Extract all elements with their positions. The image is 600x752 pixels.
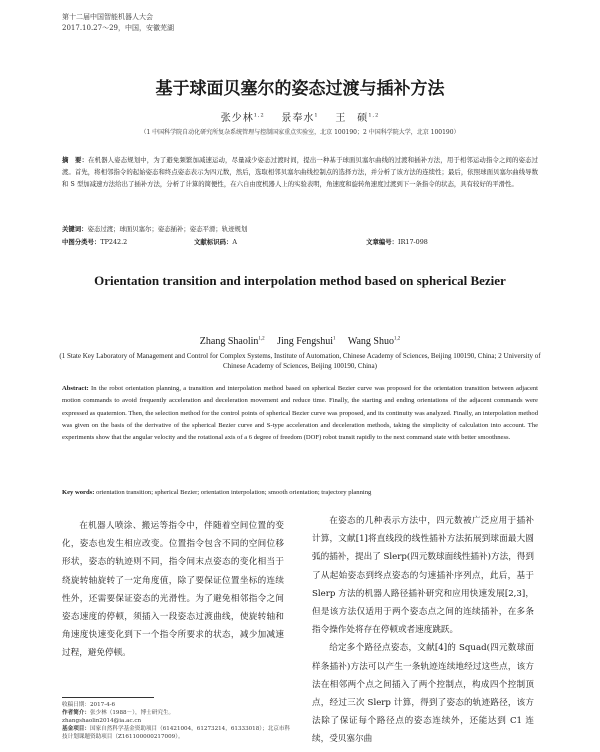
english-author-list (0, 336, 600, 347)
footnote-divider (62, 697, 154, 698)
author-name: 张少林 (220, 113, 254, 124)
author-name: Jing Fengshui (277, 336, 333, 347)
abstract-text: 在机器人姿态规划中，为了避免频繁加减速运动，尽量减少姿态过渡时间，提出一种基于球面贝塞尔曲线的过渡和插补方法，用于相邻运动指令之间的姿态过渡。首先，将相邻指令的起始姿态和终点姿态表示为四元数，然后，选取相邻贝塞尔曲线控制点的选择方法，并分析了该方法的连续性；最后，依照球面贝塞尔曲线导数和 S 型加减速方法给出了插补方法，分析了计算的简便性，在六自由度机器人上的实验表明，角速度和旋转角速度过渡到下一条指令的状态，具有较好的平滑性。 (62, 156, 539, 188)
classification-line (62, 237, 538, 246)
abstract-label: 摘 要： (62, 156, 89, 164)
author-bio: 作者简介：张少林（1988－），博士研究生。 (62, 710, 175, 716)
conference-date-place: 2017.10.27～29，中国，安徽芜湖 (62, 24, 174, 32)
chinese-keywords (62, 224, 538, 233)
article-number: 文章编号：IR17-098 (366, 238, 428, 246)
author-email: zhangshaolin2014@ia.ac.cn (62, 718, 142, 724)
english-title: Orientation transition and interpolation method based on spherical Bezier (94, 273, 506, 288)
affiliation: （1 中国科学院自动化研究所复杂系统管理与控制国家重点实验室，北京 100190；2 中国科学院大学，北京 100190） (140, 129, 460, 136)
keywords-label: Key words: (62, 489, 95, 496)
document-code: 文献标识码：A (194, 238, 238, 246)
body-paragraph: 在机器人喷涂、搬运等指令中，伴随着空间位置的变化，姿态也发生相应改变。位置指令包含不同的空间位移形状，姿态的轨迹则不同，指令间末点姿态的变化相当于绕旋转轴旋转了一定角度值，除了要保证位置坐标的连续性外，还需要保证姿态的光滑性。为了避免相邻指令之间姿态速度的停顿，须插入一段姿态过渡曲线，使旋转轴和角速度快速变化到下一个指令所要求的状态，减少加减速过程，避免停顿。 (62, 521, 284, 659)
conference-name: 第十二届中国智能机器人大会 (62, 13, 153, 21)
keywords-text: 姿态过渡；球面贝塞尔；姿态插补；姿态平滑；轨迹规划 (87, 225, 248, 233)
author-affiliation-mark: 1,2 (253, 112, 265, 119)
clc-number: 中图分类号：TP242.2 (62, 238, 128, 246)
body-paragraph: 给定多个路径点姿态，文献[4]的 Squad(四元数球面样条插补)方法可以产生一条轨迹连续地经过这些点，该方法在相邻两个点之间插入了两个控制点，构成四个控制顶点，经过三次 Slerp 计算，得到了姿态的轨迹路径，该方法除了保证每个路径点的姿态连续外，还能达到 C1 连续，受贝塞尔曲 (312, 643, 534, 745)
author-affiliation-mark: 1,2 (368, 112, 380, 119)
funding: 基金项目：国家自然科学基金资助项目（61421004，61273214，61333018）；北京市科技计划课题资助项目（Z161100000217009）。 (62, 726, 291, 740)
keywords-text: orientation transition; spherical Bezier; orientation interpolation; smooth orientation; trajectory planning (96, 489, 372, 496)
chinese-abstract (62, 154, 538, 190)
author-name: 景奉水 (281, 113, 315, 124)
author-affiliation-mark: 1 (332, 336, 336, 342)
body-column-right (312, 512, 534, 749)
body-column-left (62, 517, 284, 663)
keywords-label: 关键词： (62, 225, 88, 233)
author-affiliation-mark: 1,2 (393, 336, 401, 342)
body-paragraph: 在姿态的几种表示方法中，四元数被广泛应用于插补计算，文献[1]将直线段的线性插补方法拓展到球面最大圆弧的插补，提出了 Slerp(四元数球面线性插补)方法，得到了从起始姿态到终点姿态的匀速插补序列点，此后，基于 Slerp 方法的机器人路径插补研究和应用快速发展[2,3]，但是该方法仅适用于两个姿态点之间的连续插补，在多条指令操作处将存在停顿或者速度跳跃。 (312, 516, 534, 636)
author-affiliation-mark: 1,2 (258, 336, 265, 342)
author-list (0, 109, 600, 124)
english-keywords (62, 489, 538, 496)
author-name: Wang Shuo (347, 336, 394, 347)
author-affiliation-mark: 1 (314, 112, 319, 119)
paper-title: 基于球面贝塞尔的姿态过渡与插补方法 (155, 79, 445, 99)
author-name: Zhang Shaolin (199, 336, 259, 347)
author-name: 王 硕 (335, 113, 369, 124)
abstract-label: Abstract: (62, 385, 89, 392)
abstract-text: In the robot orientation planning, a transition and interpolation method based on spherical Bezier curve was proposed for the orientation transition between adjacent motion commands to avoid frequently acceleration and deceleration movement and reduce time. Finally, the starting and ending orientations of the adjacent commands were expressed as quaternion. Then, the selection method for the control points of spherical Bezier curve was proposed, and its continuity was analyzed. Finally, an interpolation method was given on the basis of the derivative of the spherical Bezier curve and S-type acceleration and deceleration methods, taking the simplicity of calculation into account. The experiments show that the angular velocity and the rotational axis of a 6 degree of freedom (DOF) robot transit rapidly to the next command state with better smoothness. (62, 385, 538, 442)
footnotes (62, 701, 294, 741)
english-abstract (62, 383, 538, 444)
received-date: 收稿日期：2017-4-6 (62, 702, 116, 708)
conference-header (62, 12, 174, 34)
english-affiliation: (1 State Key Laboratory of Management and Control for Complex Systems, Institute of Automation, Chinese Academy of Sciences, Beijing 100190, China; 2 University of Chinese Academy of Sciences, Beijing 100190, China) (59, 352, 541, 370)
